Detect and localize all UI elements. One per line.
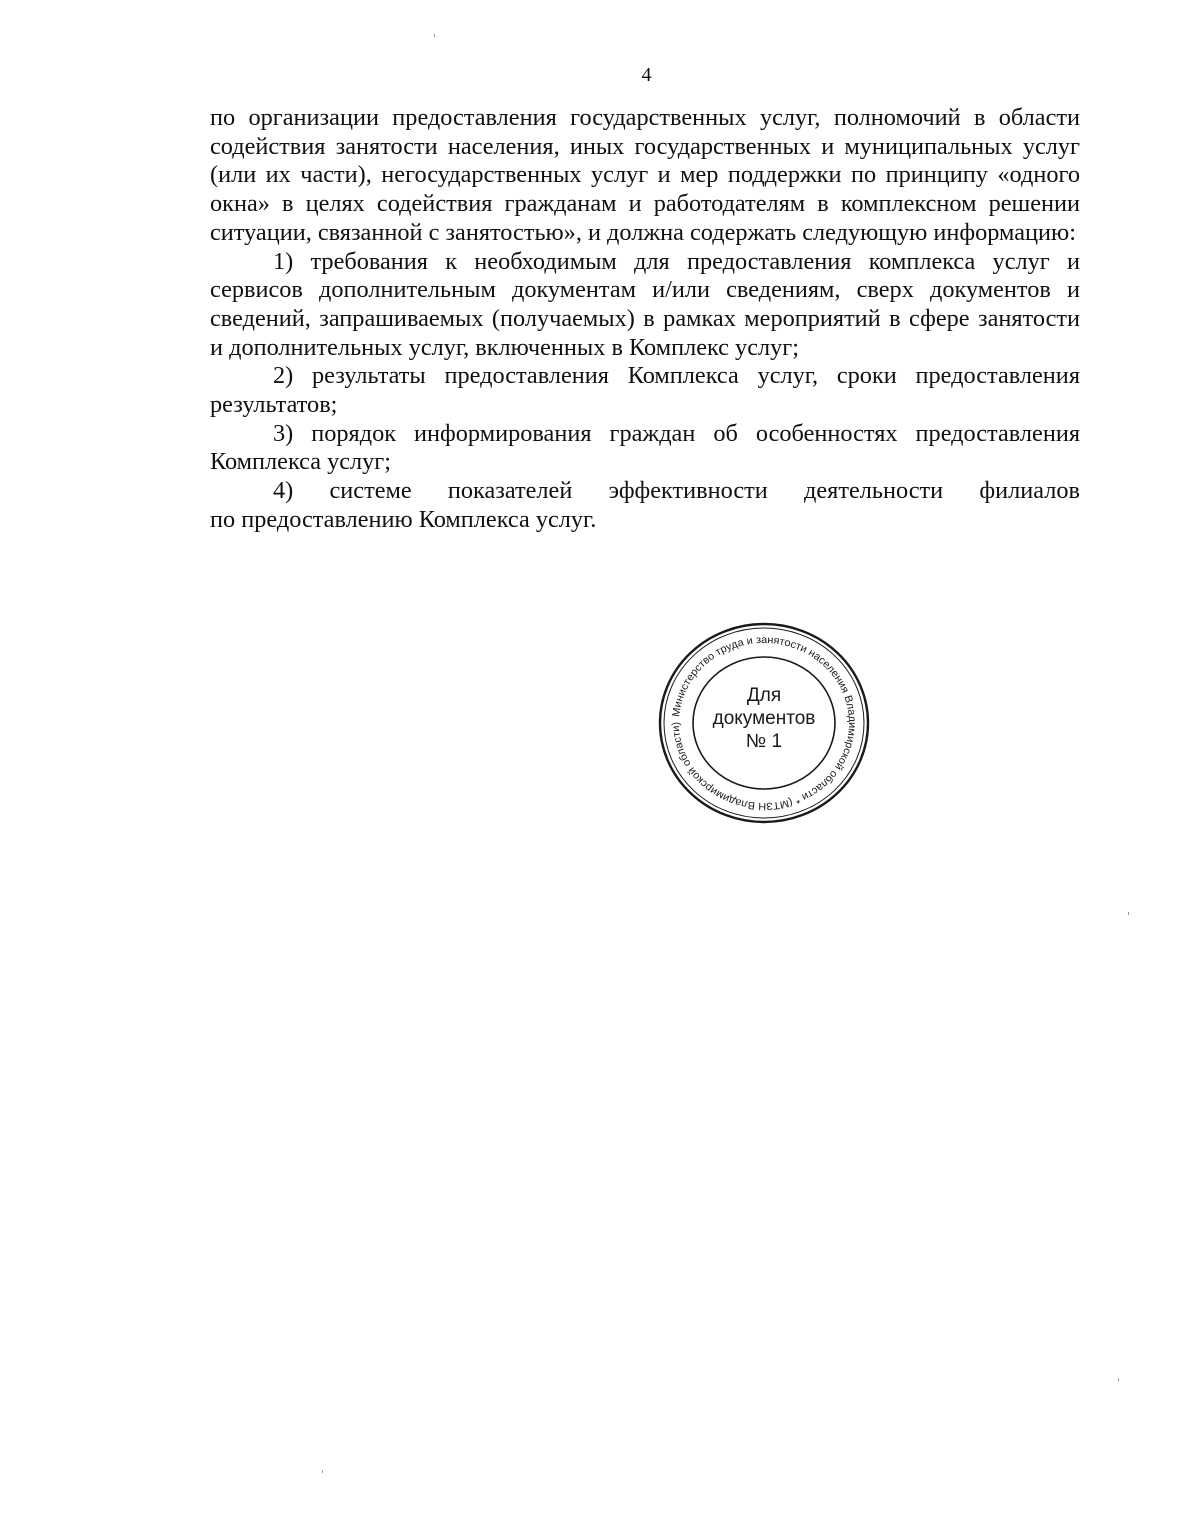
page-number: 4 [641,64,652,86]
stamp-center-text [656,684,872,753]
scan-speck [434,34,435,37]
stamp-center-line-1: Для [746,685,782,706]
scan-speck [322,1470,323,1473]
scan-speck [1128,912,1129,915]
document-body [210,104,1080,535]
stamp-center-line-2: документов [712,708,816,729]
intro-paragraph: по организации предоставления государственных услуг, полномочий в области содействия занятости населения, иных государственных и муниципальных услуг (или их части), негосударственных услуг и мер поддержки по принципу «одного окна» в целях содействия гражданам и работодателям в комплексном решении ситуации, связанной с занятостью», и должна содержать следующую информацию: [210,104,1080,246]
list-item-3: 3) порядок информирования граждан об особенностях предоставления Комплекса услуг; [210,419,1080,476]
stamp-center-line-3: № 1 [745,731,783,752]
list-item-2: 2) результаты предоставления Комплекса услуг, сроки предоставления результатов; [210,362,1080,419]
list-item-1: 1) требования к необходимым для предоставления комплекса услуг и сервисов дополнительным документам и/или сведениям, сверх документов и сведений, запрашиваемых (получаемых) в рамках мероприятий в сфере занятости и дополнительных услуг, включенных в Комплекс услуг; [210,247,1080,361]
list-item-4-second-line: по предоставлению Комплекса услуг. [210,505,597,533]
list-item-4-first-line: 4) системе показателей эффективности деятельности филиалов [273,477,1080,505]
stamp-ring-text: Министерство труда и занятости населения Владимирской области * (МТЗН Владимирской области) [669,633,859,813]
official-stamp [656,620,872,826]
scan-speck [1118,1378,1119,1381]
